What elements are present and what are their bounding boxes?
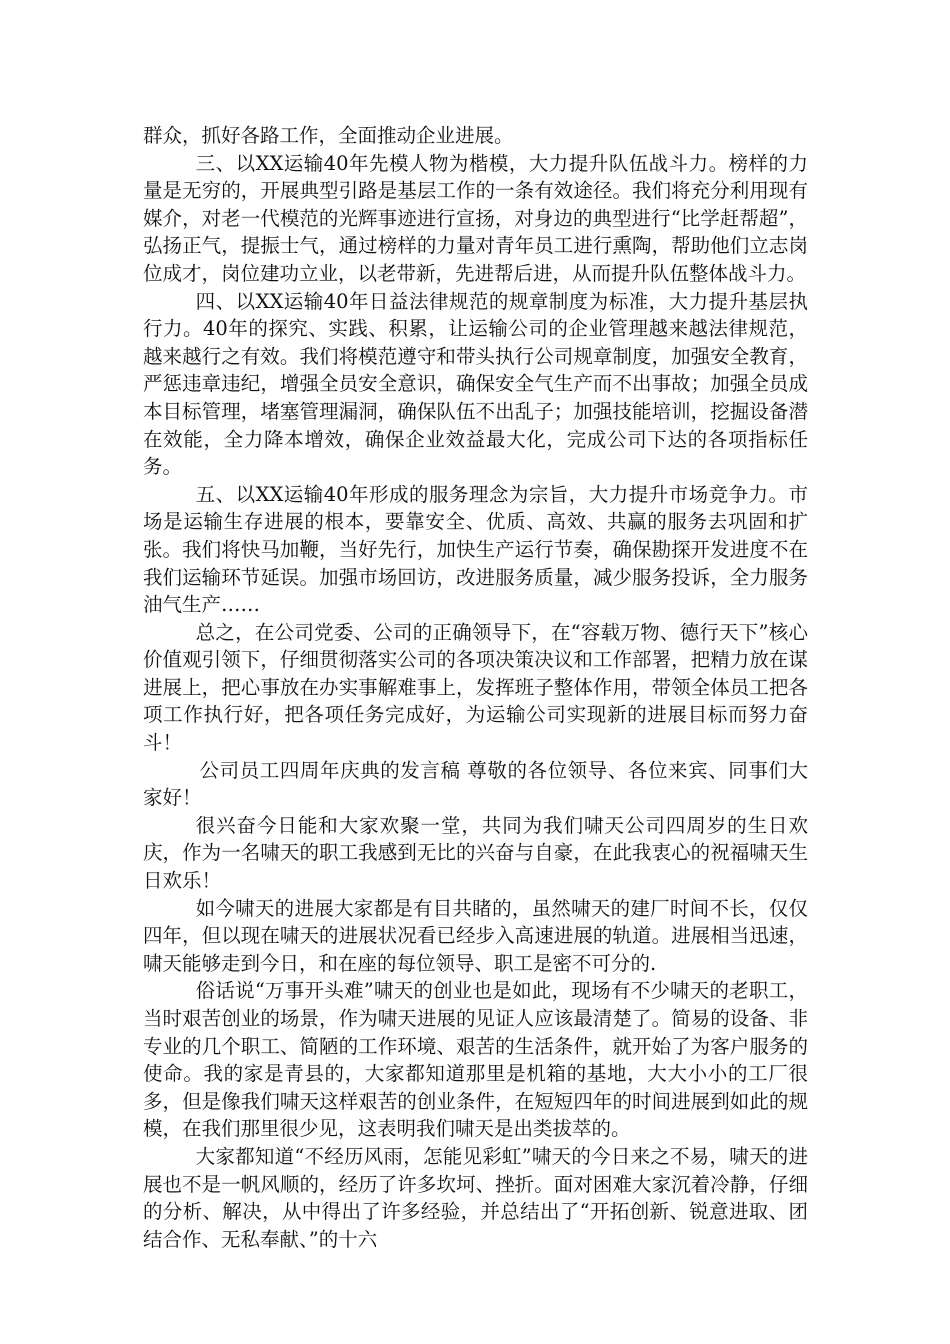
- paragraph-2: 三、以XX运输40年先模人物为楷模，大力提升队伍战斗力。榜样的力量是无穷的，开展典型引路是基层工作的一条有效途径。我们将充分利用现有媒介，对老一代模范的光辉事迹进行宣扬，对身边的典型进行“比学赶帮超”，弘扬正气，提振士气，通过榜样的力量对青年员工进行熏陶，帮助他们立志岗位成才，岗位建功立业，以老带新，先进帮后进，从而提升队伍整体战斗力。: [143, 151, 808, 285]
- paragraph-7: 很兴奋今日能和大家欢聚一堂，共同为我们啸天公司四周岁的生日欢庆，作为一名啸天的职工我感到无比的兴奋与自豪，在此我衷心的祝福啸天生日欢乐！: [143, 813, 808, 893]
- speech-title-paragraph: 公司员工四周年庆典的发言稿 尊敬的各位领导、各位来宾、同事们大家好！: [143, 758, 808, 810]
- paragraph-5: 总之，在公司党委、公司的正确领导下，在“容载万物、德行天下”核心价值观引领下，仔细贯彻落实公司的各项决策决议和工作部署，把精力放在谋进展上，把心事放在办实事解难事上，发挥班子整体作用，带领全体员工把各项工作执行好，把各项任务完成好，为运输公司实现新的进展目标而努力奋斗！: [143, 620, 808, 755]
- document-body: [143, 122, 808, 1253]
- paragraph-10: 大家都知道“不经历风雨，怎能见彩虹”啸天的今日来之不易，啸天的进展也不是一帆风顺的，经历了许多坎坷、挫折。面对困难大家沉着冷静，仔细的分析、解决，从中得出了许多经验，并总结出了“开拓创新、锐意进取、团结合作、无私奉献、”的十六: [143, 1144, 808, 1251]
- paragraph-9: 俗话说“万事开头难”啸天的创业也是如此，现场有不少啸天的老职工，当时艰苦创业的场景，作为啸天进展的见证人应该最清楚了。简易的设备、非专业的几个职工、简陋的工作环境、艰苦的生活条件，就开始了为客户服务的使命。我的家是青县的，大家都知道那里是机箱的基地，大大小小的工厂很多，但是像我们啸天这样艰苦的创业条件，在短短四年的时间进展到如此的规模，在我们那里很少见，这表明我们啸天是出类拔萃的。: [143, 979, 808, 1141]
- paragraph-8: 如今啸天的进展大家都是有目共睹的，虽然啸天的建厂时间不长，仅仅四年，但以现在啸天的进展状况看已经步入高速进展的轨道。进展相当迅速，啸天能够走到今日，和在座的每位领导、职工是密不可分的.: [143, 896, 808, 975]
- paragraph-4: 五、以XX运输40年形成的服务理念为宗旨，大力提升市场竞争力。市场是运输生存进展的根本，要靠安全、优质、高效、共赢的服务去巩固和扩张。我们将快马加鞭，当好先行，加快生产运行节奏，确保勘探开发进度不在我们运输环节延误。加强市场回访，改进服务质量，减少服务投诉，全力服务油气生产……: [143, 482, 808, 617]
- paragraph-1: 群众，抓好各路工作，全面推动企业进展。: [143, 124, 514, 147]
- paragraph-3: 四、以XX运输40年日益法律规范的规章制度为标准，大力提升基层执行力。40年的探究、实践、积累，让运输公司的企业管理越来越法律规范，越来越行之有效。我们将模范遵守和带头执行公司规章制度，加强安全教育，严惩违章违纪，增强全员安全意识，确保安全气生产而不出事故；加强全员成本目标管理，堵塞管理漏洞，确保队伍不出乱子；加强技能培训，挖掘设备潜在效能，全力降本增效，确保企业效益最大化，完成公司下达的各项指标任务。: [143, 289, 808, 479]
